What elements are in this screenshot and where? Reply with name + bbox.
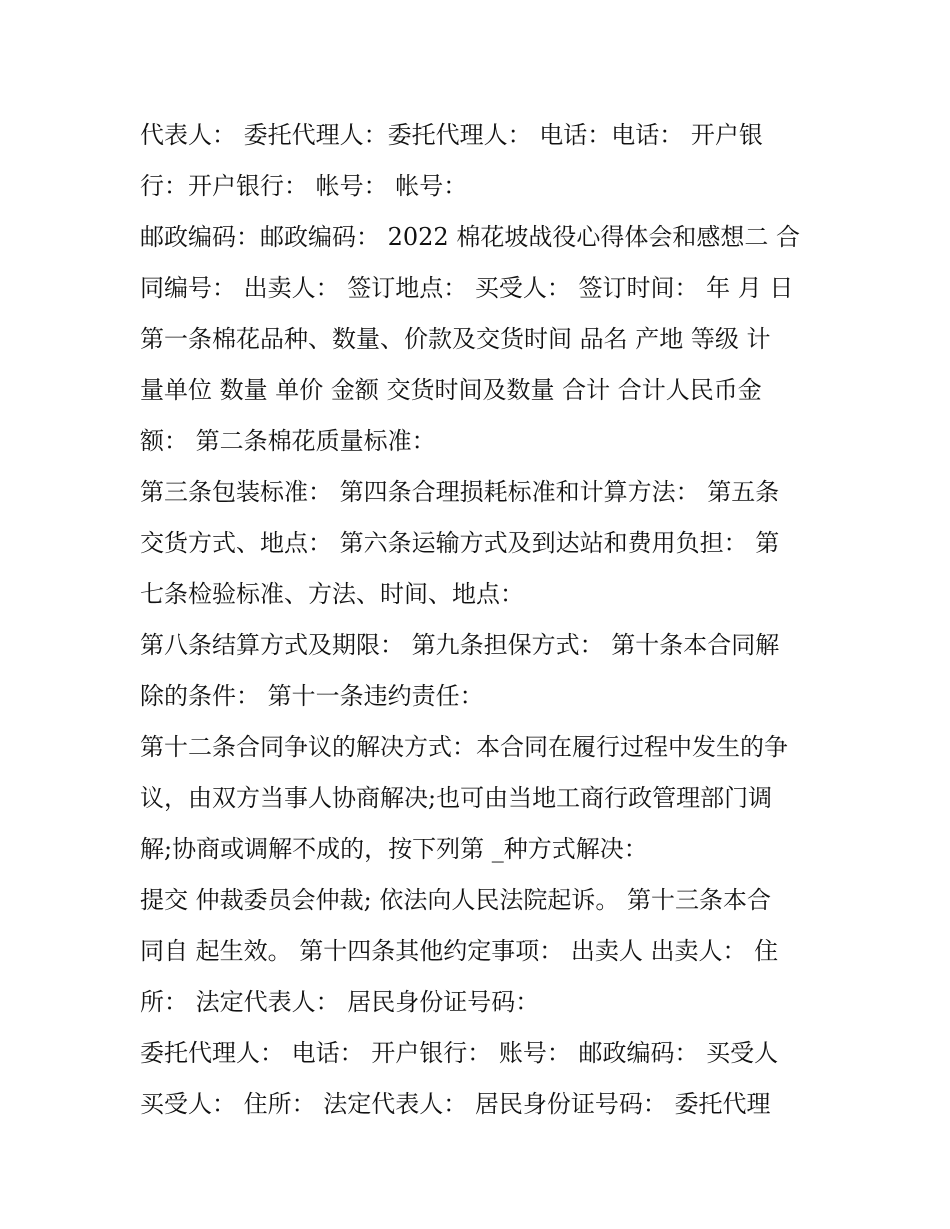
text-line: 行：开户银行： 帐号： 帐号： [140, 172, 468, 200]
text-line: 交货方式、地点： 第六条运输方式及到达站和费用负担： 第 [140, 529, 780, 557]
text-line: 量单位 数量 单价 金额 交货时间及数量 合计 合计人民币金 [140, 376, 762, 404]
text-line: 议，由双方当事人协商解决;也可由当地工商行政管理部门调 [140, 784, 773, 812]
text-line: 所： 法定代表人： 居民身份证号码： [140, 988, 540, 1016]
text-line: 第一条棉花品种、数量、价款及交货时间 品名 产地 等级 计 [140, 325, 771, 353]
text-line: 提交 仲裁委员会仲裁; 依法向人民法院起诉。 第十三条本合 [140, 886, 771, 914]
text-line: 七条检验标准、方法、时间、地点： [140, 580, 524, 608]
text-line: 第十二条合同争议的解决方式：本合同在履行过程中发生的争 [140, 733, 788, 761]
text-line: 委托代理人： 电话： 开户银行： 账号： 邮政编码： 买受人 [140, 1039, 779, 1067]
text-line: 额： 第二条棉花质量标准： [140, 427, 436, 455]
text-line: 解;协商或调解不成的，按下列第 _种方式解决： [140, 835, 648, 863]
text-line: 邮政编码：邮政编码： 2022 棉花坡战役心得体会和感想二 合 [140, 223, 800, 251]
text-line: 同自 起生效。 第十四条其他约定事项： 出卖人 出卖人： 住 [140, 937, 779, 965]
text-line: 第三条包装标准： 第四条合理损耗标准和计算方法： 第五条 [140, 478, 780, 506]
text-line: 第八条结算方式及期限： 第九条担保方式： 第十条本合同解 [140, 631, 780, 659]
text-line: 除的条件： 第十一条违约责任： [140, 682, 484, 710]
text-line: 代表人： 委托代理人：委托代理人： 电话：电话： 开户银 [140, 121, 763, 149]
document-body [140, 110, 820, 1130]
text-line: 买受人： 住所： 法定代表人： 居民身份证号码： 委托代理 [140, 1090, 771, 1118]
text-line: 同编号： 出卖人： 签订地点： 买受人： 签订时间： 年 月 日 [140, 274, 794, 302]
